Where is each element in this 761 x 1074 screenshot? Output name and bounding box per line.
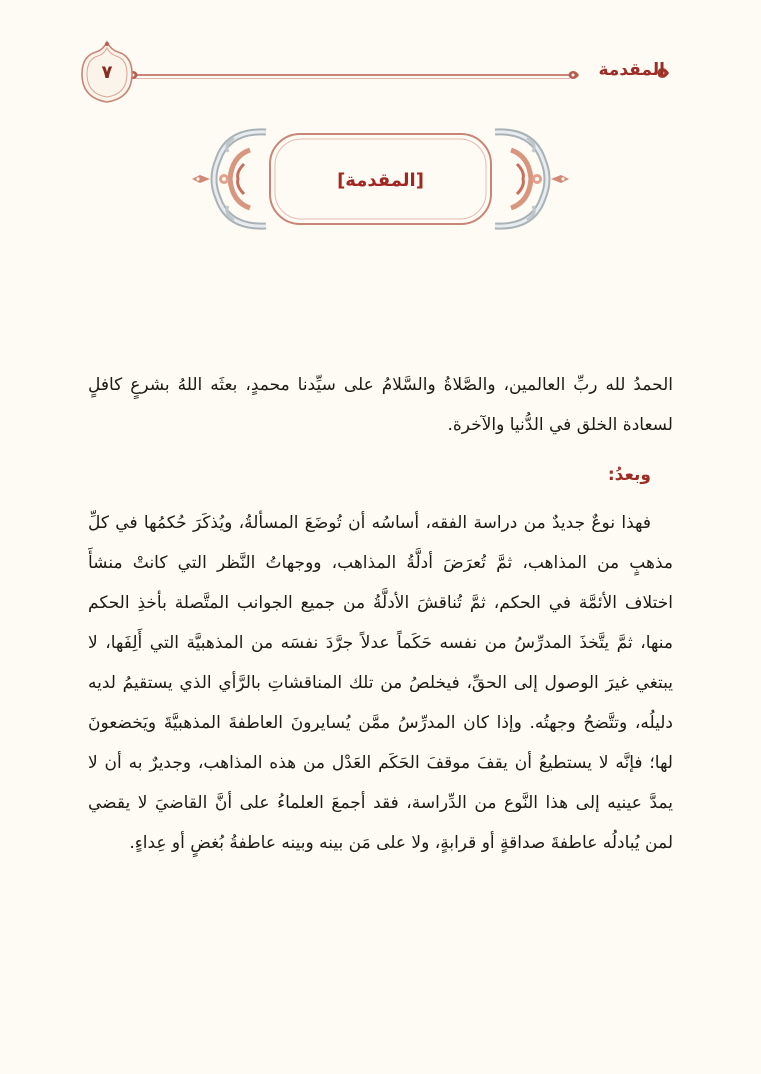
intro-paragraph: الحمدُ لله ربِّ العالمين، والصَّلاةُ والسَّلامُ على سيِّدنا محمدٍ، بعثَه اللهُ بشرعٍ كافلٍ لسعادة الخلق في الدُّنيا والآخرة. [88,375,673,435]
body-text [88,365,673,863]
header-rule [132,74,570,76]
running-title: المقدمة [598,60,665,80]
main-paragraph: فهذا نوعٌ جديدٌ من دراسة الفقه، أساسُه أن تُوضَعَ المسألةُ، ويُذكَرَ حُكمُها في كلِّ مذهبٍ من المذاهب، ثمَّ تُعرَضَ أدلَّةُ المذاهب، ووجهاتُ النَّظر التي كانتْ منشأَ اختلاف الأئمَّة في الحكم، ثمَّ تُناقشَ الأدلَّةُ من جميع الجوانب المتَّصلة بأخذِ الحكم منها، ثمَّ يتَّخذَ المدرِّسُ من نفسه حَكَماً عدلاً جرَّدَ نفسَه من المذهبيَّة التي أَلِفَها، لا يبتغي غيرَ الوصول إلى الحقِّ، فيخلصُ من تلك المناقشاتِ بالرَّأي الذي يستقيمُ لديه دليلُه، وتتَّضحُ وجهتُه. وإذا كان المدرِّسُ ممَّن يُسايرونَ العاطفةَ المذهبيَّةَ ويَخضعونَ لها؛ فإنَّه لا يستطيعُ أن يقفَ موقفَ الحَكَم العَدْل من هذه المذاهب، وجديرٌ به أن لا يمدَّ عينيه إلى هذا النَّوع من الدِّراسة، فقد أجمعَ العلماءُ على أنَّ القاضيَ لا يقضي لمن يُبادلُه عاطفةَ صداقةٍ أو قرابةٍ، ولا على مَن بينه وبينه عاطفةُ بُغضٍ أو عِداءٍ. [88,513,673,853]
page-number: ٧ [101,62,113,83]
header-rule-thin [132,78,570,79]
section-subheading: وبعدُ: [607,465,651,485]
rule-end-ornament-icon [566,69,580,81]
chapter-title: [المقدمة] [337,170,424,191]
